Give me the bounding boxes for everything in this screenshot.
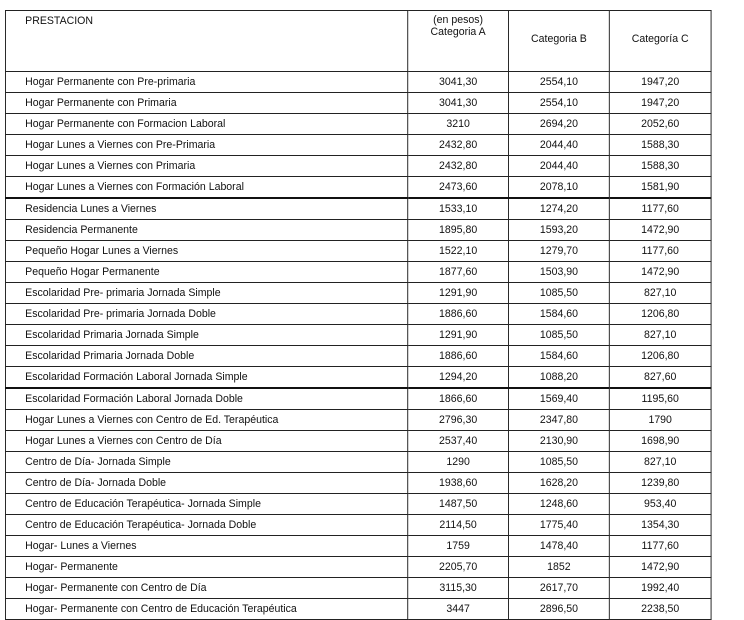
prestacion-cell: Residencia Permanente [5, 220, 407, 241]
category-b-cell: 1852 [509, 557, 610, 578]
prestacion-cell: Hogar- Lunes a Viernes [5, 536, 407, 557]
category-a-cell: 1886,60 [408, 304, 509, 325]
category-b-cell: 1279,70 [509, 241, 610, 262]
prestacion-cell: Hogar Lunes a Viernes con Centro de Día [5, 431, 407, 452]
prestacion-cell: Hogar- Permanente con Centro de Día [5, 578, 407, 599]
category-c-cell: 1206,80 [609, 304, 711, 325]
category-a-cell: 1487,50 [408, 494, 509, 515]
prestacion-cell: Centro de Educación Terapéutica- Jornada Simple [5, 494, 407, 515]
category-a-cell: 3041,30 [408, 72, 509, 93]
table-row [5, 156, 711, 177]
table-row [5, 198, 711, 220]
category-a-cell: 3041,30 [408, 93, 509, 114]
prestacion-cell: Escolaridad Formación Laboral Jornada Doble [5, 388, 407, 410]
category-b-cell: 1628,20 [509, 473, 610, 494]
category-a-cell: 1877,60 [408, 262, 509, 283]
category-a-cell: 1290 [408, 452, 509, 473]
table-row [5, 72, 711, 93]
category-a-cell: 1759 [408, 536, 509, 557]
category-c-cell: 1588,30 [609, 156, 711, 177]
table-row [5, 515, 711, 536]
category-c-cell: 827,10 [609, 325, 711, 346]
category-b-cell: 2554,10 [509, 72, 610, 93]
header-category-a-label: Categoria A [430, 26, 486, 38]
prestacion-cell: Escolaridad Primaria Jornada Doble [5, 346, 407, 367]
category-a-cell: 2473,60 [408, 177, 509, 199]
category-c-cell: 1947,20 [609, 72, 711, 93]
category-b-cell: 1569,40 [509, 388, 610, 410]
category-b-cell: 1248,60 [509, 494, 610, 515]
header-category-c: Categoría C [609, 11, 711, 72]
category-a-cell: 3447 [408, 599, 509, 620]
category-a-cell: 1291,90 [408, 325, 509, 346]
category-c-cell: 1581,90 [609, 177, 711, 199]
table-row [5, 410, 711, 431]
table-row [5, 388, 711, 410]
table-row [5, 452, 711, 473]
category-b-cell: 1775,40 [509, 515, 610, 536]
category-a-cell: 2432,80 [408, 135, 509, 156]
category-a-cell: 3115,30 [408, 578, 509, 599]
category-b-cell: 1085,50 [509, 283, 610, 304]
table-row [5, 325, 711, 346]
prestacion-cell: Centro de Día- Jornada Simple [5, 452, 407, 473]
currency-note: (en pesos) [433, 14, 484, 26]
category-b-cell: 1085,50 [509, 452, 610, 473]
category-b-cell: 2554,10 [509, 93, 610, 114]
category-c-cell: 827,10 [609, 452, 711, 473]
category-c-cell: 1588,30 [609, 135, 711, 156]
rates-table-sheet [5, 10, 740, 615]
category-a-cell: 1895,80 [408, 220, 509, 241]
prestacion-cell: Hogar- Permanente con Centro de Educación Terapéutica [5, 599, 407, 620]
category-a-cell: 1886,60 [408, 346, 509, 367]
prestacion-cell: Escolaridad Formación Laboral Jornada Simple [5, 367, 407, 389]
category-b-cell: 2078,10 [509, 177, 610, 199]
prestacion-cell: Pequeño Hogar Permanente [5, 262, 407, 283]
table-row [5, 494, 711, 515]
category-c-cell: 2052,60 [609, 114, 711, 135]
category-a-cell: 1866,60 [408, 388, 509, 410]
table-row [5, 346, 711, 367]
category-c-cell: 827,60 [609, 367, 711, 389]
category-a-cell: 2537,40 [408, 431, 509, 452]
header-category-b: Categoria B [509, 11, 610, 72]
header-row [5, 11, 711, 72]
table-row [5, 578, 711, 599]
prestacion-cell: Residencia Lunes a Viernes [5, 198, 407, 220]
table-row [5, 262, 711, 283]
prestacion-cell: Escolaridad Pre- primaria Jornada Simple [5, 283, 407, 304]
prestacion-cell: Hogar Permanente con Formacion Laboral [5, 114, 407, 135]
category-c-cell: 1195,60 [609, 388, 711, 410]
table-row [5, 473, 711, 494]
category-b-cell: 2044,40 [509, 156, 610, 177]
category-c-cell: 827,10 [609, 283, 711, 304]
category-c-cell: 1177,60 [609, 536, 711, 557]
table-row [5, 241, 711, 262]
table-row [5, 220, 711, 241]
category-c-cell: 2238,50 [609, 599, 711, 620]
category-a-cell: 2432,80 [408, 156, 509, 177]
table-row [5, 367, 711, 389]
category-b-cell: 1593,20 [509, 220, 610, 241]
category-c-cell: 1790 [609, 410, 711, 431]
prestacion-cell: Centro de Educación Terapéutica- Jornada Doble [5, 515, 407, 536]
rates-table [5, 10, 712, 620]
table-row [5, 114, 711, 135]
category-b-cell: 2617,70 [509, 578, 610, 599]
prestacion-cell: Hogar Lunes a Viernes con Centro de Ed. Terapéutica [5, 410, 407, 431]
category-b-cell: 2896,50 [509, 599, 610, 620]
table-row [5, 431, 711, 452]
category-c-cell: 1472,90 [609, 262, 711, 283]
category-b-cell: 1503,90 [509, 262, 610, 283]
prestacion-cell: Escolaridad Primaria Jornada Simple [5, 325, 407, 346]
prestacion-cell: Hogar Lunes a Viernes con Formación Laboral [5, 177, 407, 199]
category-c-cell: 1992,40 [609, 578, 711, 599]
prestacion-cell: Pequeño Hogar Lunes a Viernes [5, 241, 407, 262]
category-c-cell: 1947,20 [609, 93, 711, 114]
category-a-cell: 2796,30 [408, 410, 509, 431]
prestacion-cell: Escolaridad Pre- primaria Jornada Doble [5, 304, 407, 325]
prestacion-cell: Hogar Lunes a Viernes con Pre-Primaria [5, 135, 407, 156]
category-a-cell: 2205,70 [408, 557, 509, 578]
category-c-cell: 1698,90 [609, 431, 711, 452]
category-a-cell: 1294,20 [408, 367, 509, 389]
category-c-cell: 1472,90 [609, 557, 711, 578]
category-c-cell: 1472,90 [609, 220, 711, 241]
header-prestacion: PRESTACION [5, 11, 407, 72]
category-b-cell: 1085,50 [509, 325, 610, 346]
table-row [5, 557, 711, 578]
prestacion-cell: Centro de Día- Jornada Doble [5, 473, 407, 494]
category-b-cell: 2694,20 [509, 114, 610, 135]
table-row [5, 93, 711, 114]
header-category-a [408, 11, 509, 72]
category-c-cell: 1354,30 [609, 515, 711, 536]
table-row [5, 599, 711, 620]
category-b-cell: 2347,80 [509, 410, 610, 431]
category-c-cell: 1206,80 [609, 346, 711, 367]
category-c-cell: 1239,80 [609, 473, 711, 494]
category-b-cell: 2130,90 [509, 431, 610, 452]
category-c-cell: 1177,60 [609, 241, 711, 262]
category-b-cell: 2044,40 [509, 135, 610, 156]
category-b-cell: 1088,20 [509, 367, 610, 389]
prestacion-cell: Hogar- Permanente [5, 557, 407, 578]
category-b-cell: 1584,60 [509, 346, 610, 367]
category-b-cell: 1478,40 [509, 536, 610, 557]
table-row [5, 177, 711, 199]
category-a-cell: 1291,90 [408, 283, 509, 304]
category-a-cell: 1938,60 [408, 473, 509, 494]
table-row [5, 135, 711, 156]
prestacion-cell: Hogar Lunes a Viernes con Primaria [5, 156, 407, 177]
category-b-cell: 1274,20 [509, 198, 610, 220]
prestacion-cell: Hogar Permanente con Primaria [5, 93, 407, 114]
category-a-cell: 3210 [408, 114, 509, 135]
category-c-cell: 953,40 [609, 494, 711, 515]
category-c-cell: 1177,60 [609, 198, 711, 220]
category-a-cell: 1522,10 [408, 241, 509, 262]
table-row [5, 536, 711, 557]
table-row [5, 283, 711, 304]
category-a-cell: 1533,10 [408, 198, 509, 220]
table-row [5, 304, 711, 325]
category-b-cell: 1584,60 [509, 304, 610, 325]
prestacion-cell: Hogar Permanente con Pre-primaria [5, 72, 407, 93]
category-a-cell: 2114,50 [408, 515, 509, 536]
